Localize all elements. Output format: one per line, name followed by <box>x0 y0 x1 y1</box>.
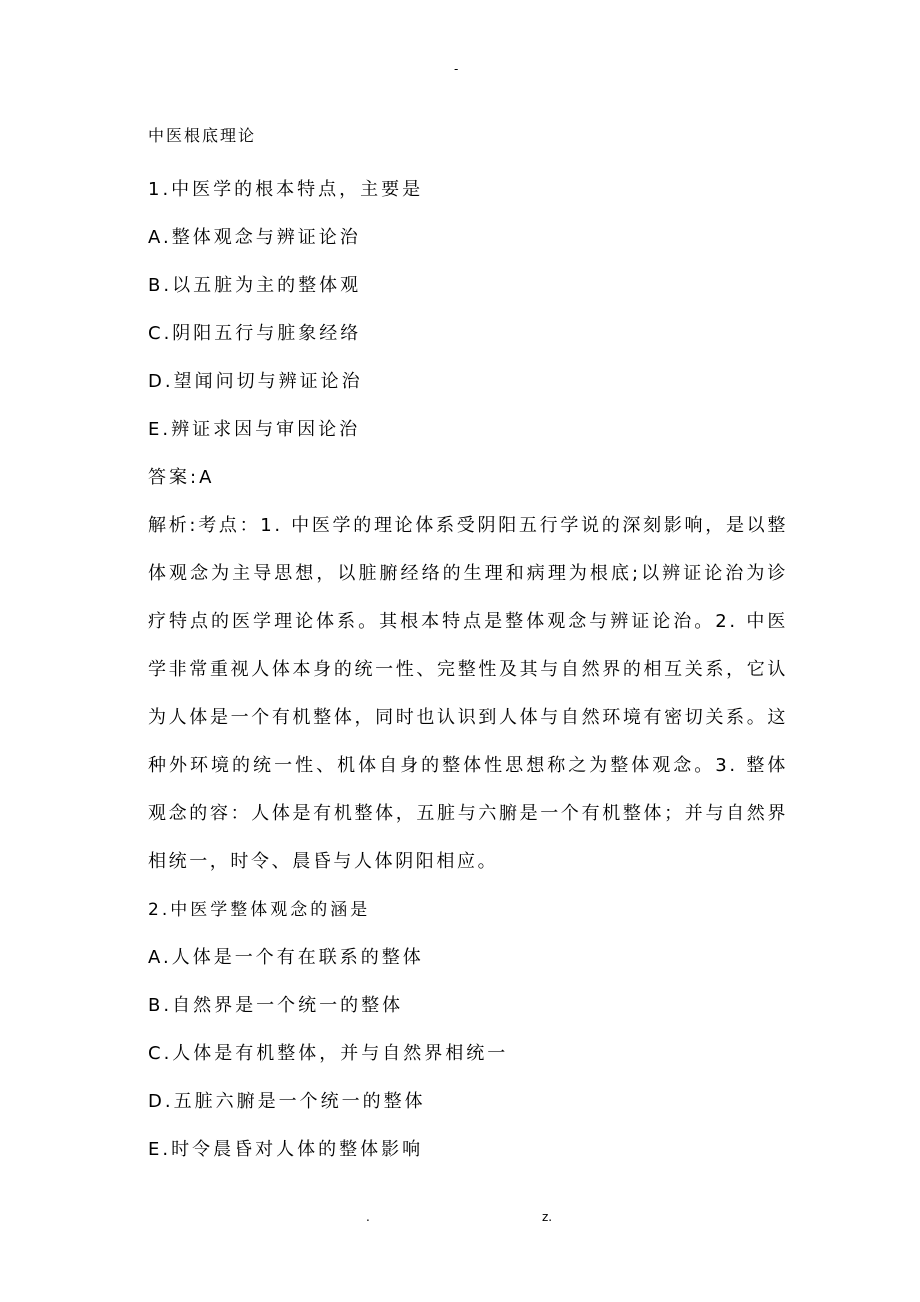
footer-right-mark: z. <box>542 1210 553 1224</box>
q1-option-b: B.以五脏为主的整体观 <box>148 275 362 296</box>
q1-option-a: A.整体观念与辨证论治 <box>148 227 361 248</box>
q2-option-b: B.自然界是一个统一的整体 <box>148 995 404 1016</box>
document-title: 中医根底理论 <box>148 126 257 145</box>
q2-option-c: C.人体是有机整体，并与自然界相统一 <box>148 1043 509 1064</box>
question-2 <box>148 886 788 1174</box>
q1-option-c: C.阴阳五行与脏象经络 <box>148 323 362 344</box>
q1-option-d: D.望闻问切与辨证论治 <box>148 371 363 392</box>
q2-option-d: D.五脏六腑是一个统一的整体 <box>148 1091 426 1112</box>
header-mark: - <box>454 62 459 76</box>
q1-answer: 答案:A <box>148 467 215 488</box>
question-1-text: 1.中医学的根本特点，主要是 <box>148 179 424 200</box>
document-content <box>148 118 788 1174</box>
footer-left-mark: . <box>366 1210 370 1224</box>
q2-option-e: E.时令晨昏对人体的整体影响 <box>148 1139 424 1160</box>
question-2-text: 2.中医学整体观念的涵是 <box>148 900 371 920</box>
q1-option-e: E.辨证求因与审因论治 <box>148 419 361 440</box>
q2-option-a: A.人体是一个有在联系的整体 <box>148 947 424 968</box>
question-1 <box>148 166 788 886</box>
q1-explanation: 解析:考点：1. 中医学的理论体系受阴阳五行学说的深刻影响，是以整体观念为主导思想，以脏腑经络的生理和病理为根底;以辨证论治为诊疗特点的医学理论体系。其根本特点是整体观念与辨证论治。2. 中医学非常重视人体本身的统一性、完整性及其与自然界的相互关系，它认为人体是一个有机整体，同时也认识到人体与自然环境有密切关系。这种外环境的统一性、机体自身的整体性思想称之为整体观念。3. 整体观念的容：人体是有机整体，五脏与六腑是一个有机整体；并与自然界相统一，时令、晨昏与人体阴阳相应。 <box>148 515 788 872</box>
